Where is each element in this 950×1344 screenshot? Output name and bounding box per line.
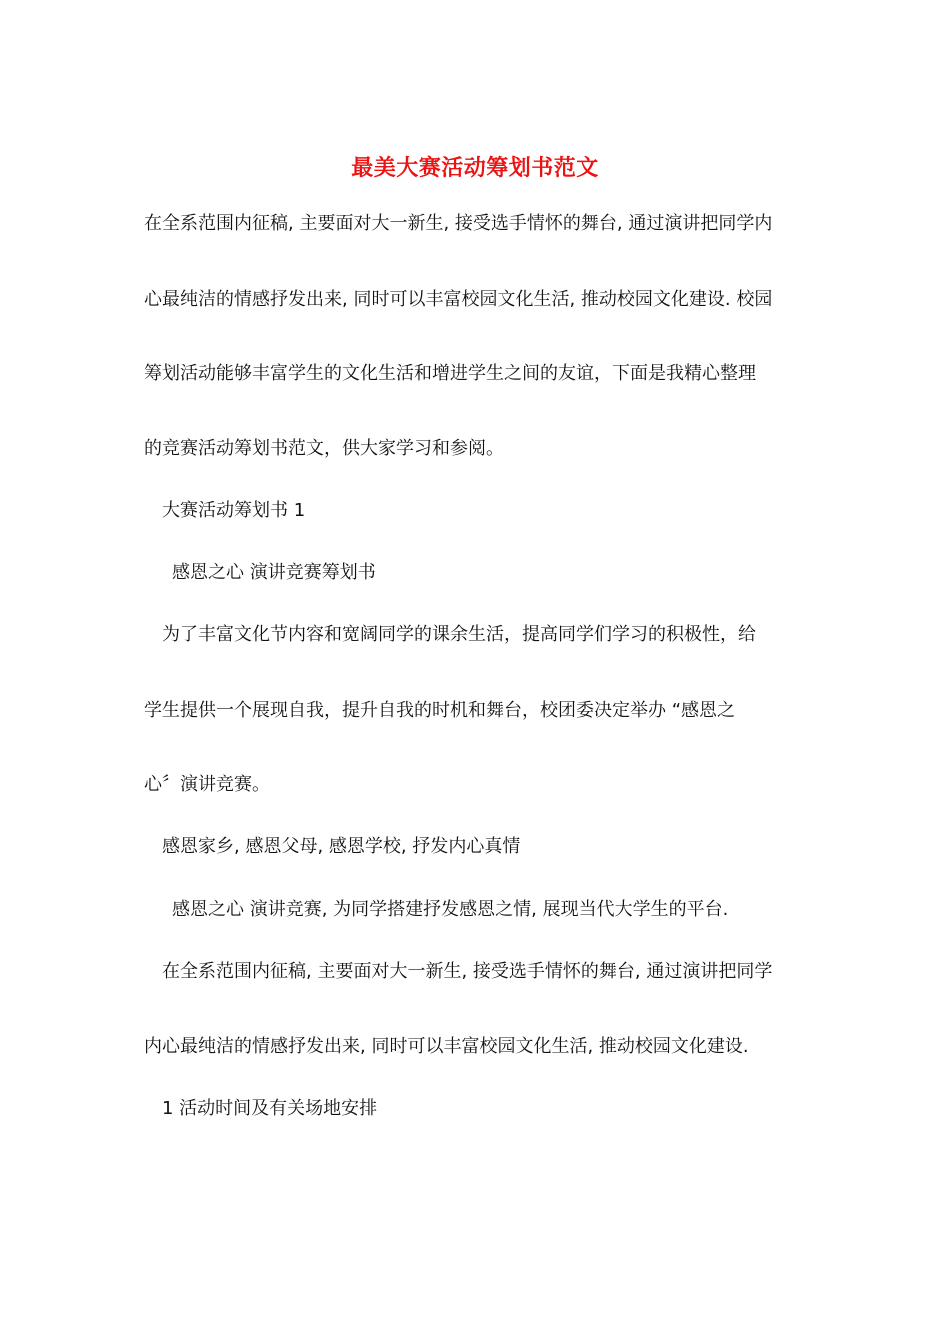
paragraph-line: 学生提供一个展现自我，提升自我的时机和舞台，校团委决定举办 “感恩之 <box>144 700 736 721</box>
paragraph-line: 心〞演讲竞赛。 <box>144 774 270 795</box>
subsection-heading: 感恩之心 演讲竞赛筹划书 <box>172 562 376 583</box>
paragraph-line: 在全系范围内征稿, 主要面对大一新生, 接受选手情怀的舞台, 通过演讲把同学 <box>162 961 773 982</box>
paragraph-line: 为了丰富文化节内容和宽阔同学的课余生活，提高同学们学习的积极性，给 <box>162 624 756 645</box>
list-heading: 1 活动时间及有关场地安排 <box>162 1098 378 1119</box>
paragraph-line: 筹划活动能够丰富学生的文化生活和增进学生之间的友谊，下面是我精心整理 <box>144 363 756 384</box>
paragraph-line: 在全系范围内征稿, 主要面对大一新生, 接受选手情怀的舞台, 通过演讲把同学内 <box>144 213 773 234</box>
paragraph-line: 内心最纯洁的情感抒发出来, 同时可以丰富校园文化生活, 推动校园文化建设. <box>144 1036 749 1057</box>
paragraph-line: 的竞赛活动筹划书范文，供大家学习和参阅。 <box>144 438 504 459</box>
paragraph-line: 心最纯洁的情感抒发出来, 同时可以丰富校园文化生活, 推动校园文化建设. 校园 <box>144 289 773 310</box>
document-title: 最美大赛活动筹划书范文 <box>351 155 599 181</box>
paragraph-line: 感恩家乡, 感恩父母, 感恩学校, 抒发内心真情 <box>162 836 521 857</box>
paragraph-line: 感恩之心 演讲竞赛, 为同学搭建抒发感恩之情, 展现当代大学生的平台. <box>172 899 729 920</box>
section-heading: 大赛活动筹划书 1 <box>162 500 306 521</box>
